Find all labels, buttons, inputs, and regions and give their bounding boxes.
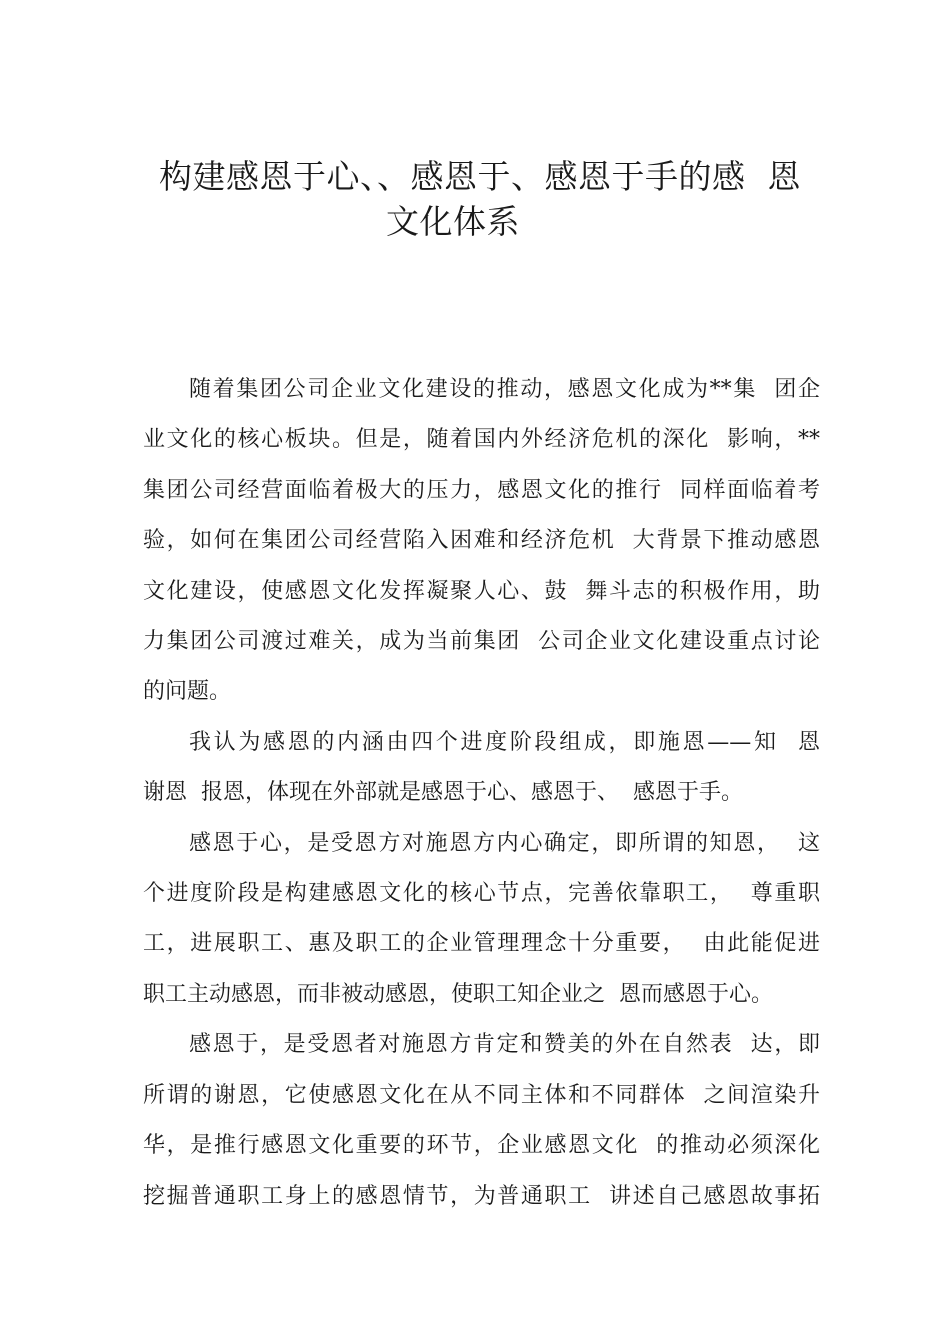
paragraph-line: 验，如何在集团公司经营陷入困难和经济危机 大背景下推动感恩 [143, 528, 820, 554]
paragraph-line: 我认为感恩的内涵由四个进度阶段组成，即施恩——知 恩 [189, 729, 820, 755]
paragraph-line: 随着集团公司企业文化建设的推动，感恩文化成为**集 团企 [189, 377, 820, 402]
paragraph-line: 所谓的谢恩，它使感恩文化在从不同主体和不同群体 之间渲染升 [143, 1082, 820, 1108]
paragraph-line: 力集团公司渡过难关，成为当前集团 公司企业文化建设重点讨论 [143, 629, 820, 655]
document-title-line-2: 文化体系 [386, 202, 520, 241]
paragraph-line: 谢恩 报恩，体现在外部就是感恩于心、感恩于、 感恩于手。 [143, 780, 743, 806]
paragraph-line: 集团公司经营面临着极大的压力，感恩文化的推行 同样面临着考 [143, 477, 820, 503]
paragraph-line: 个进度阶段是构建感恩文化的核心节点，完善依靠职工， 尊重职 [143, 881, 820, 907]
paragraph-line: 职工主动感恩，而非被动感恩，使职工知企业之 恩而感恩于心。 [143, 981, 773, 1007]
paragraph-line: 挖掘普通职工身上的感恩情节，为普通职工 讲述自己感恩故事拓 [143, 1183, 820, 1209]
paragraph-line: 文化建设，使感恩文化发挥凝聚人心、鼓 舞斗志的积极作用，助 [143, 578, 820, 604]
document-title-line-1: 构建感恩于心、、感恩于、感恩于手的感 恩 [159, 157, 801, 196]
paragraph [143, 819, 820, 1021]
paragraph-line: 华，是推行感恩文化重要的环节，企业感恩文化 的推动必须深化 [143, 1133, 820, 1159]
paragraph-line: 的问题。 [143, 679, 232, 705]
paragraph [143, 718, 820, 819]
paragraph [143, 365, 820, 718]
paragraph [143, 1020, 820, 1222]
paragraph-line: 业文化的核心板块。但是，随着国内外经济危机的深化 影响，** [143, 427, 820, 453]
paragraph-line: 感恩于心，是受恩方对施恩方内心确定，即所谓的知恩， 这 [189, 830, 820, 856]
paragraph-line: 感恩于，是受恩者对施恩方肯定和赞美的外在自然表 达，即 [189, 1032, 820, 1058]
document-body [143, 365, 820, 1222]
paragraph-line: 工，进展职工、惠及职工的企业管理理念十分重要， 由此能促进 [143, 931, 820, 957]
